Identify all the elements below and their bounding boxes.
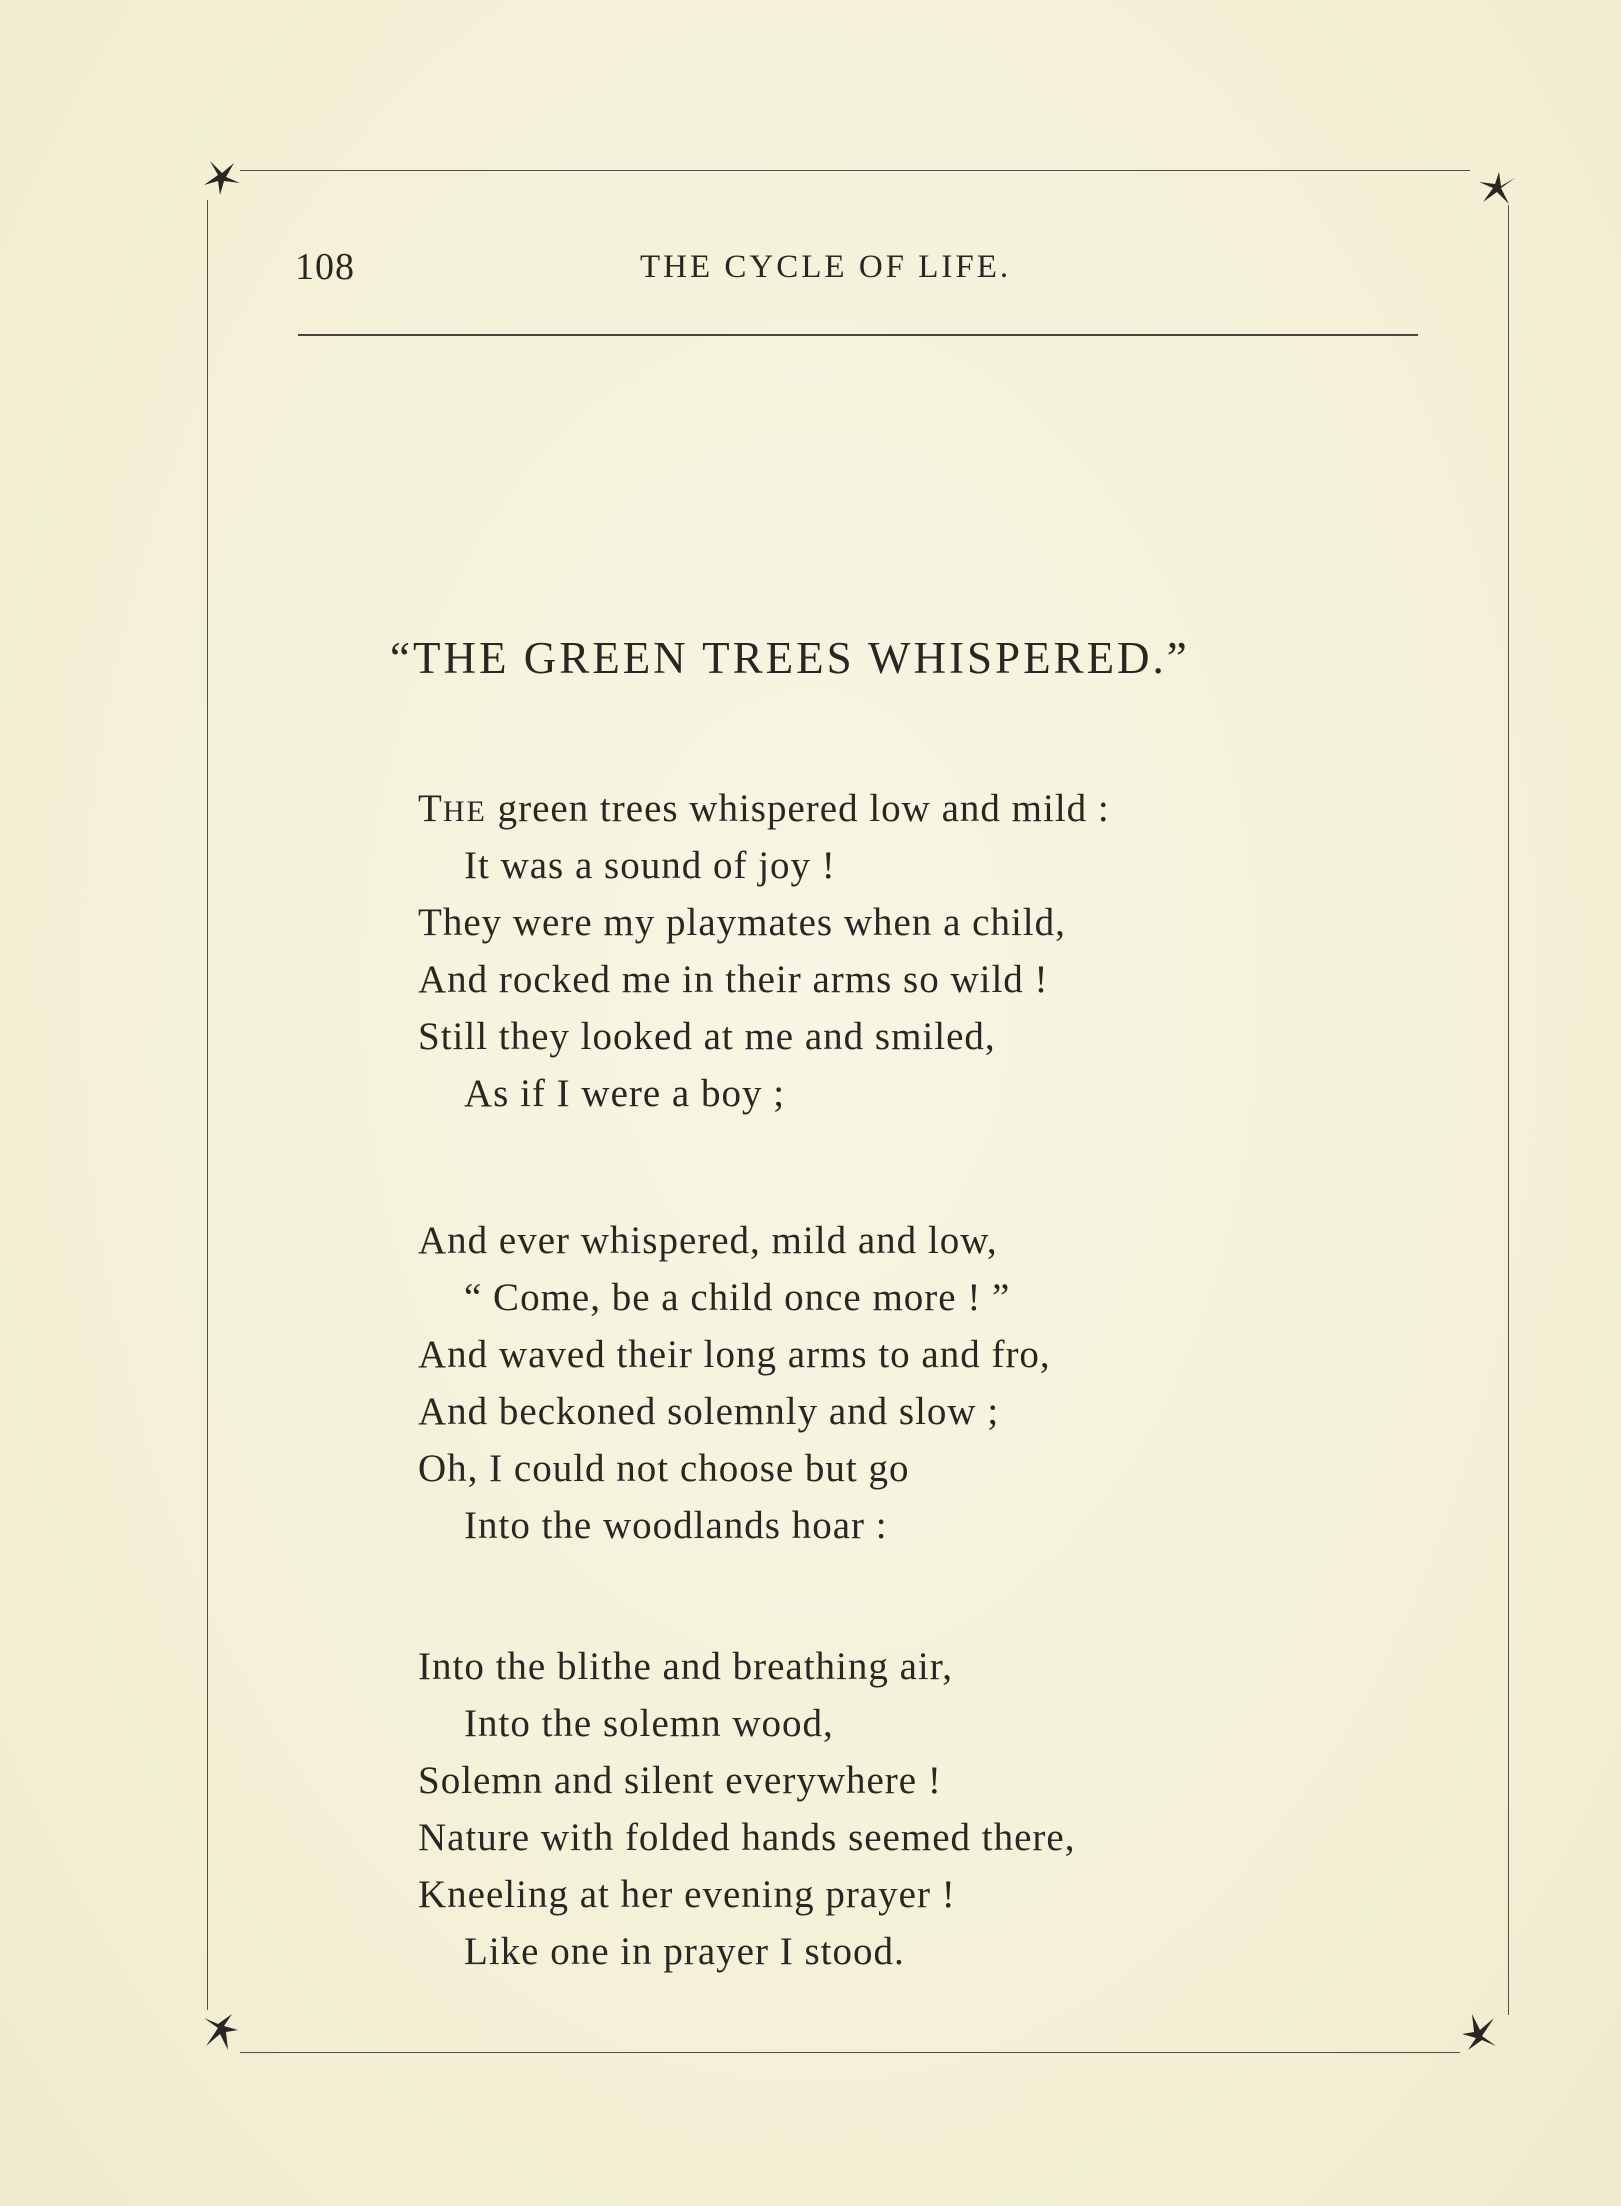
poem-line: Kneeling at her evening prayer ! — [418, 1873, 956, 1916]
poem-line: Nature with folded hands seemed there, — [418, 1816, 1076, 1859]
poem-line: It was a sound of joy ! — [464, 844, 836, 887]
poem-line: And ever whispered, mild and low, — [418, 1219, 998, 1262]
stanza — [418, 780, 1418, 1122]
poem-line: And rocked me in their arms so wild ! — [418, 958, 1049, 1001]
running-head: THE CYCLE OF LIFE. — [640, 249, 1012, 285]
page-header — [295, 245, 1395, 295]
page-number: 108 — [295, 246, 355, 288]
poem-line: They were my playmates when a child, — [418, 901, 1066, 944]
drop-initial: T — [418, 787, 443, 830]
frame-top-rule — [240, 170, 1470, 171]
poem-line: Like one in prayer I stood. — [464, 1930, 905, 1973]
frame-right-rule — [1508, 205, 1509, 2015]
line-text: green trees whispered low and mild : — [486, 787, 1110, 830]
poem-line: And waved their long arms to and fro, — [418, 1333, 1051, 1376]
header-rule — [298, 334, 1418, 336]
small-caps-word: HE — [442, 795, 487, 828]
poem-line: As if I were a boy ; — [464, 1072, 786, 1115]
frame-bottom-rule — [240, 2052, 1460, 2053]
poem-line: Into the solemn wood, — [464, 1702, 834, 1745]
stanza — [418, 1212, 1418, 1554]
poem-line: Into the woodlands hoar : — [464, 1504, 888, 1547]
poem-title: “THE GREEN TREES WHISPERED.” — [390, 633, 1190, 683]
poem-line: Into the blithe and breathing air, — [418, 1645, 953, 1688]
swallow-ornament-icon — [198, 2010, 242, 2054]
stanza — [418, 1638, 1418, 1980]
swallow-ornament-icon — [1458, 2010, 1502, 2054]
frame-left-rule — [207, 200, 208, 2010]
poem-line: Oh, I could not choose but go — [418, 1447, 910, 1490]
poem-line — [418, 780, 1418, 837]
swallow-ornament-icon — [200, 155, 244, 199]
poem-line: “ Come, be a child once more ! ” — [464, 1276, 1011, 1319]
swallow-ornament-icon — [1475, 168, 1519, 212]
poem-line: And beckoned solemnly and slow ; — [418, 1390, 1000, 1433]
poem-line: Solemn and silent everywhere ! — [418, 1759, 942, 1802]
poem-line: Still they looked at me and smiled, — [418, 1015, 996, 1058]
